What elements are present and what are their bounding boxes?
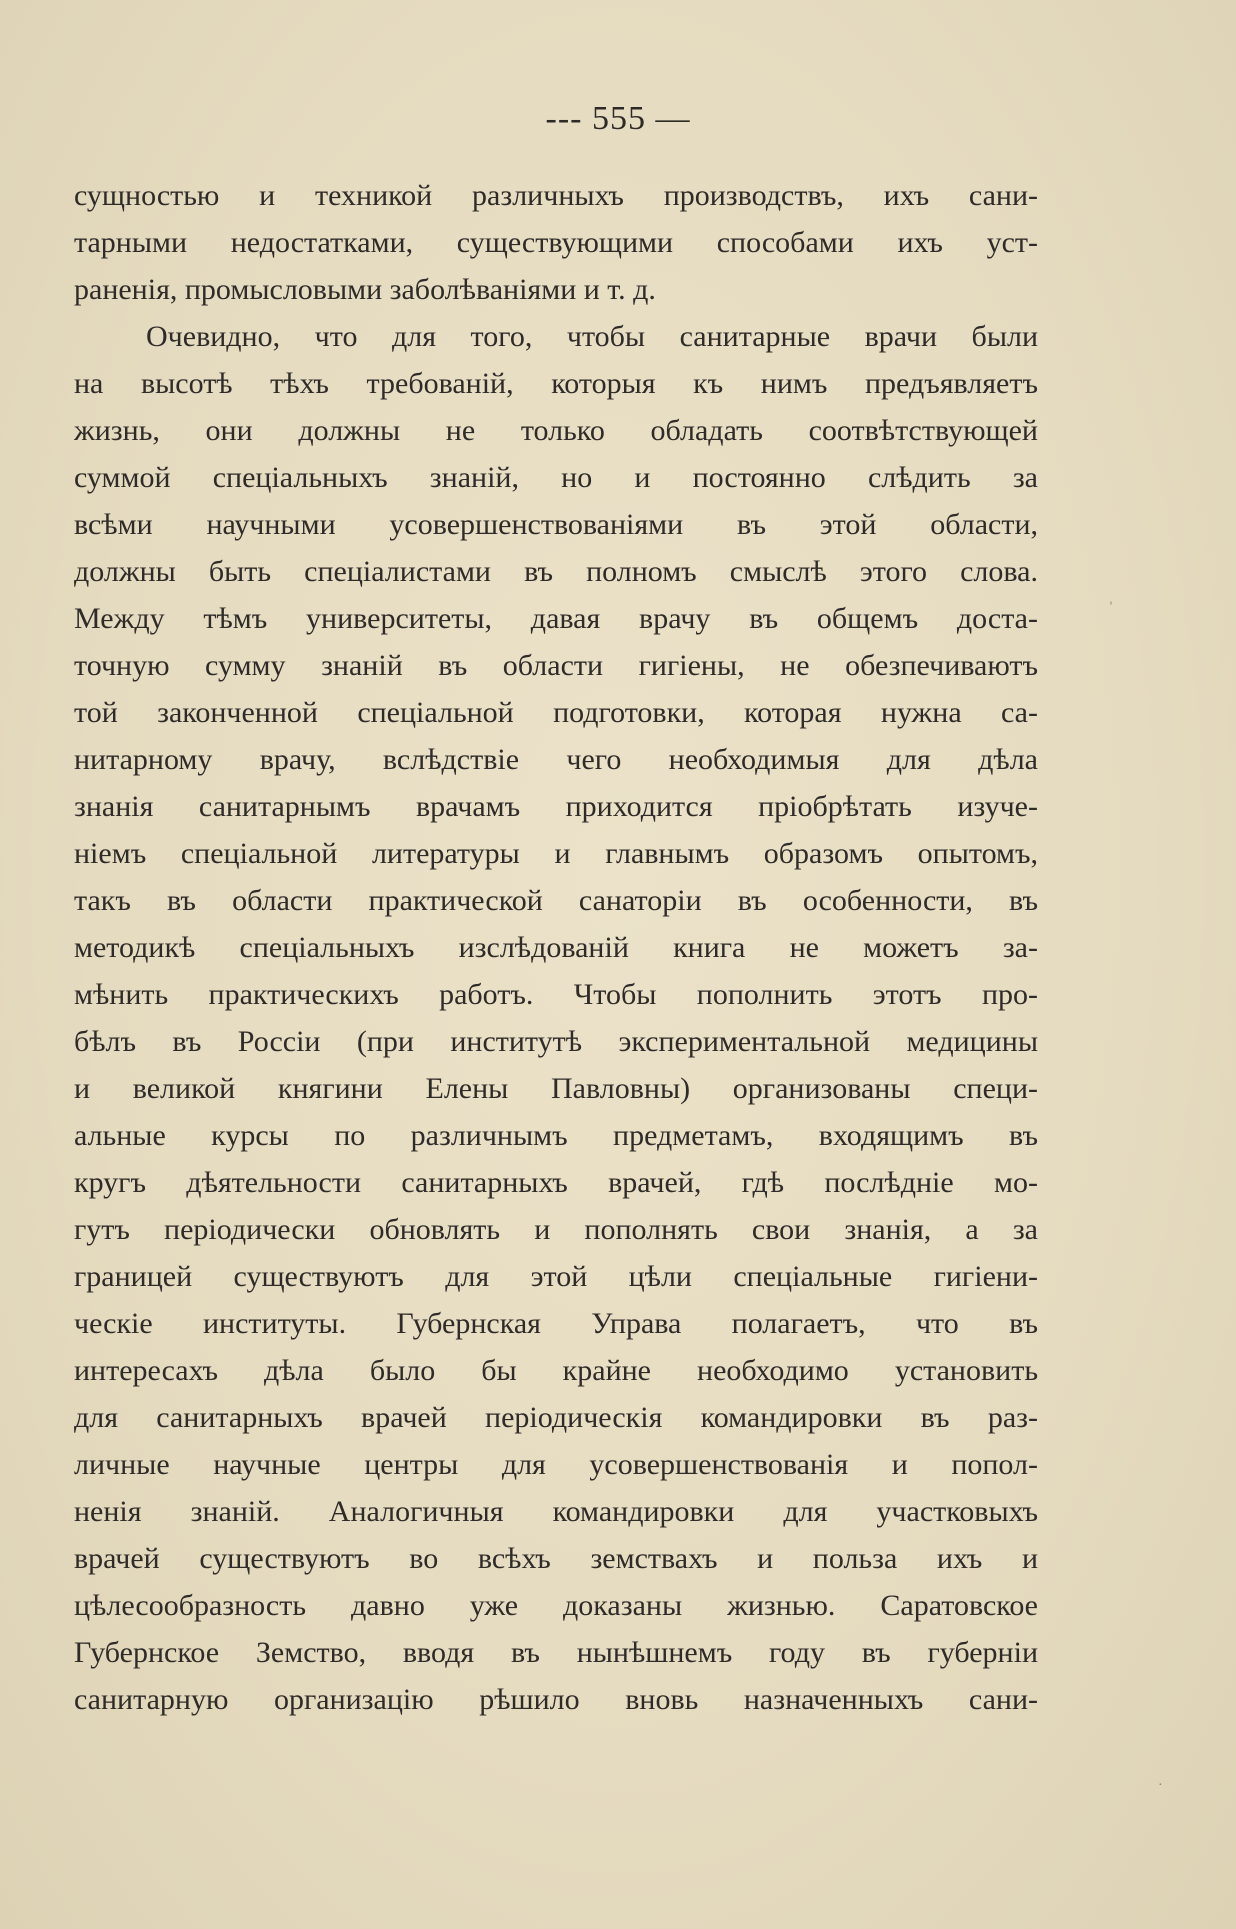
text-line: санитарную организацію рѣшило вновь назначенныхъ сани-	[74, 1683, 1038, 1716]
text-line: методикѣ спеціальныхъ изслѣдованій книга не можетъ за-	[74, 931, 1038, 964]
text-line: кругъ дѣятельности санитарныхъ врачей, гдѣ послѣдніе мо-	[74, 1166, 1038, 1199]
text-line: гутъ періодически обновлять и пополнять свои знанія, а за	[74, 1213, 1038, 1246]
text-line: нитарному врачу, вслѣдствіе чего необходимыя для дѣла	[74, 743, 1038, 776]
text-line: суммой спеціальныхъ знаній, но и постоянно слѣдить за	[74, 461, 1038, 494]
page-number: --- 555 —	[545, 100, 691, 137]
text-line: бѣлъ въ Россіи (при институтѣ экспериментальной медицины	[74, 1025, 1038, 1058]
text-line: должны быть спеціалистами въ полномъ смыслѣ этого слова.	[74, 555, 1038, 588]
text-line: той законченной спеціальной подготовки, которая нужна са-	[74, 696, 1038, 729]
text-line: раненія, промысловыми заболѣваніями и т. д.	[74, 273, 656, 306]
text-line: на высотѣ тѣхъ требованій, которыя къ нимъ предъявляетъ	[74, 367, 1038, 400]
text-line: интересахъ дѣла было бы крайне необходимо установить	[74, 1354, 1038, 1387]
text-line: ческіе институты. Губернская Управа полагаетъ, что въ	[74, 1307, 1038, 1340]
text-line: границей существуютъ для этой цѣли спеціальные гигіени-	[74, 1260, 1038, 1293]
text-line: и великой княгини Елены Павловны) организованы специ-	[74, 1072, 1038, 1105]
text-line: ненія знаній. Аналогичныя командировки для участковыхъ	[74, 1495, 1038, 1528]
text-line: жизнь, они должны не только обладать соотвѣтствующей	[74, 414, 1038, 447]
text-line: знанія санитарнымъ врачамъ приходится пріобрѣтать изуче-	[74, 790, 1038, 823]
text-line: Между тѣмъ университеты, давая врачу въ общемъ доста-	[74, 602, 1038, 635]
paragraph-first-line: Очевидно, что для того, чтобы санитарные врачи были	[146, 320, 1038, 353]
text-line: такъ въ области практической санаторіи въ особенности, въ	[74, 884, 1038, 917]
text-line: тарными недостатками, существующими способами ихъ уст-	[74, 226, 1038, 259]
text-line: мѣнить практическихъ работъ. Чтобы пополнить этотъ про-	[74, 978, 1038, 1011]
text-line: врачей существуютъ во всѣхъ земствахъ и польза ихъ и	[74, 1542, 1038, 1575]
text-line: альные курсы по различнымъ предметамъ, входящимъ въ	[74, 1119, 1038, 1152]
text-line: сущностью и техникой различныхъ производствъ, ихъ сани-	[74, 179, 1038, 212]
text-line: личные научные центры для усовершенствованія и попол-	[74, 1448, 1038, 1481]
body-text	[74, 172, 1038, 1723]
text-line: всѣми научными усовершенствованіями въ этой области,	[74, 508, 1038, 541]
margin-speck: ˈ	[1108, 598, 1114, 618]
margin-speck: ·	[1158, 1778, 1163, 1793]
text-line: цѣлесообразность давно уже доказаны жизнью. Саратовское	[74, 1589, 1038, 1622]
text-line: ніемъ спеціальной литературы и главнымъ образомъ опытомъ,	[74, 837, 1038, 870]
text-line: для санитарныхъ врачей періодическія командировки въ раз-	[74, 1401, 1038, 1434]
text-line: точную сумму знаній въ области гигіены, не обезпечиваютъ	[74, 649, 1038, 682]
text-line: Губернское Земство, вводя въ нынѣшнемъ году въ губерніи	[74, 1636, 1038, 1669]
